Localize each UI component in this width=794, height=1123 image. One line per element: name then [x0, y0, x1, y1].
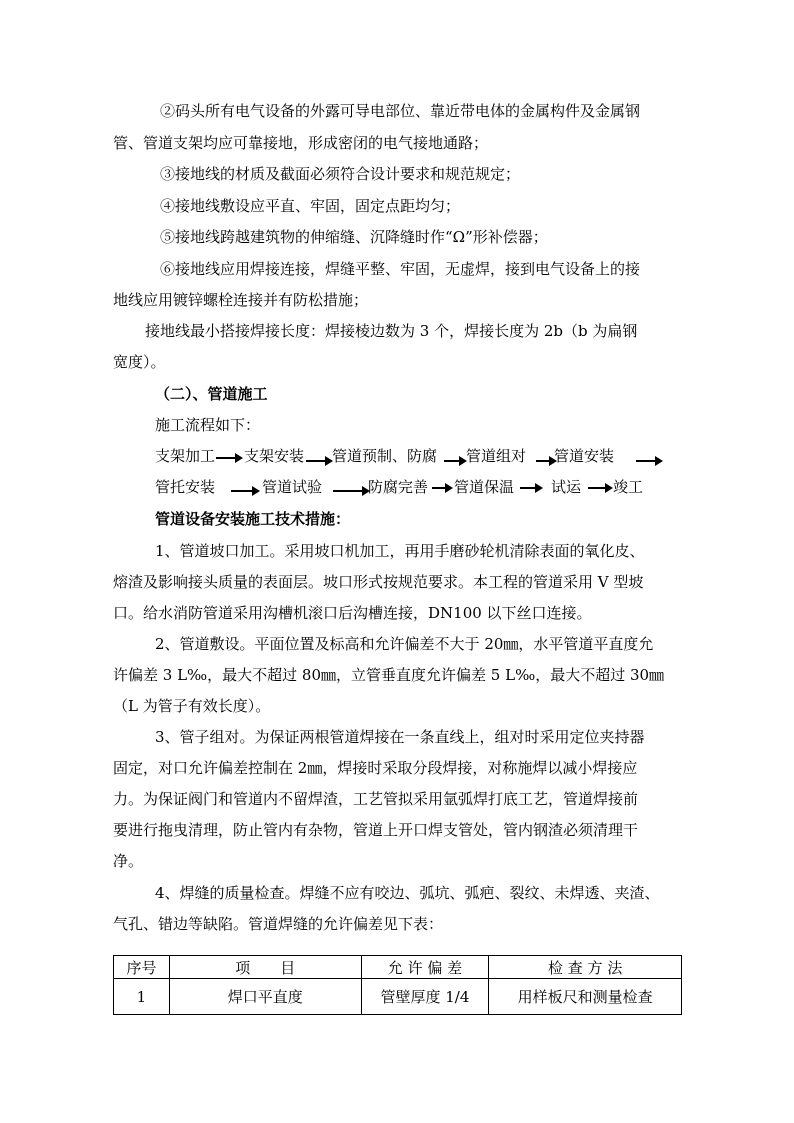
flow-step: 支架加工: [155, 447, 216, 465]
flow-step: 管道组对: [466, 447, 527, 465]
text-line: 净。: [113, 852, 144, 870]
table-cell: 用样板尺和测量检查: [489, 979, 682, 1015]
text-line: 许偏差 3 L‰，最大不超过 80㎜，立管垂直度允许偏差 5 L‰，最大不超过 30㎜: [113, 666, 665, 684]
text-line: 3、管子组对。为保证两根管道焊接在一条直线上，组对时采用定位夹持器: [155, 728, 645, 746]
arrow-right-icon: [520, 487, 536, 489]
text-line: 2、管道敷设。平面位置及标高和允许偏差不大于 20㎜，水平管道平直度允: [155, 635, 654, 653]
flow-step: 管道保温: [454, 478, 515, 496]
arrow-right-icon: [588, 487, 606, 489]
text-line: ②码头所有电气设备的外露可导电部位、靠近带电体的金属构件及金属钢: [160, 102, 641, 120]
arrow-right-icon: [536, 460, 550, 462]
text-line: ④接地线敷设应平直、牢固，固定点距均匀；: [160, 197, 461, 215]
text-line: 要进行拖曳清理，防止管内有杂物，管道上开口焊支管处，管内钢渣必须清理干: [113, 821, 639, 839]
table-header-cell: 检 查 方 法: [489, 956, 682, 979]
section-heading: 管道设备安装施工技术措施：: [155, 510, 351, 528]
arrow-right-icon: [432, 487, 446, 489]
text-line: ⑥接地线应用焊接连接，焊缝平整、牢固，无虚焊，接到电气设备上的接: [160, 260, 641, 278]
text-line: 施工流程如下：: [155, 416, 261, 434]
flow-step: 管道试验: [262, 478, 323, 496]
text-line: 口。给水消防管道采用沟槽机滚口后沟槽连接，DN100 以下丝口连接。: [113, 604, 592, 622]
text-line: 管、管道支架均应可靠接地，形成密闭的电气接地通路；: [113, 134, 489, 152]
text-line: ③接地线的材质及截面必须符合设计要求和规范规定；: [160, 165, 521, 183]
text-line: 固定，对口允许偏差控制在 2㎜，焊接时采取分段焊接，对称施焊以减小焊接应: [113, 759, 638, 777]
arrow-right-icon: [444, 460, 460, 462]
flow-step: 支架安装: [244, 447, 305, 465]
text-line: 地线应用镀锌螺栓连接并有防松措施；: [113, 291, 369, 309]
text-line: 熔渣及影响接头质量的表面层。坡口形式按规范要求。本工程的管道采用 V 型坡: [113, 573, 644, 591]
flow-step: 管道预制、防腐: [332, 447, 438, 465]
flow-step: 管道安装: [554, 447, 615, 465]
text-line: 4、焊缝的质量检查。焊缝不应有咬边、弧坑、弧疤、裂纹、未焊透、夹渣、: [155, 884, 660, 902]
table-cell: 焊口平直度: [169, 979, 361, 1015]
table-row: [114, 979, 682, 1015]
flow-step: 管托安装: [155, 478, 216, 496]
arrow-right-icon: [216, 457, 236, 459]
text-line: 气孔、错边等缺陷。管道焊缝的允许偏差见下表：: [113, 915, 444, 933]
flow-step: 试运: [551, 478, 582, 496]
arrow-right-icon: [306, 460, 326, 462]
text-line: 宽度）。: [113, 353, 166, 371]
arrow-right-icon: [231, 490, 253, 492]
table-header-cell: 项 目: [169, 956, 361, 979]
flow-step: 防腐完善: [368, 478, 429, 496]
table-cell: 1: [114, 979, 170, 1015]
arrow-right-icon: [333, 490, 363, 492]
text-line: 1、管道坡口加工。采用坡口机加工，再用手磨砂轮机清除表面的氧化皮、: [155, 542, 645, 560]
text-line: ⑤接地线跨越建筑物的伸缩缝、沉降缝时作“Ω”形补偿器；: [160, 228, 548, 246]
table-header-row: [114, 956, 682, 979]
table-header-cell: 允 许 偏 差: [361, 956, 489, 979]
flow-step: 竣工: [613, 478, 644, 496]
section-heading: （二）、管道施工: [155, 385, 268, 403]
text-line: 接地线最小搭接焊接长度：焊接棱边数为 3 个，焊接长度为 2b（b 为扁钢: [145, 322, 638, 340]
text-line: 力。为保证阀门和管道内不留焊渣，工艺管拟采用氩弧焊打底工艺，管道焊接前: [113, 790, 639, 808]
table-cell: 管壁厚度 1/4: [361, 979, 489, 1015]
weld-tolerance-table: [113, 955, 682, 1015]
arrow-right-icon: [636, 460, 656, 462]
text-line: （L 为管子有效长度）。: [113, 697, 271, 715]
table-header-cell: 序号: [114, 956, 170, 979]
